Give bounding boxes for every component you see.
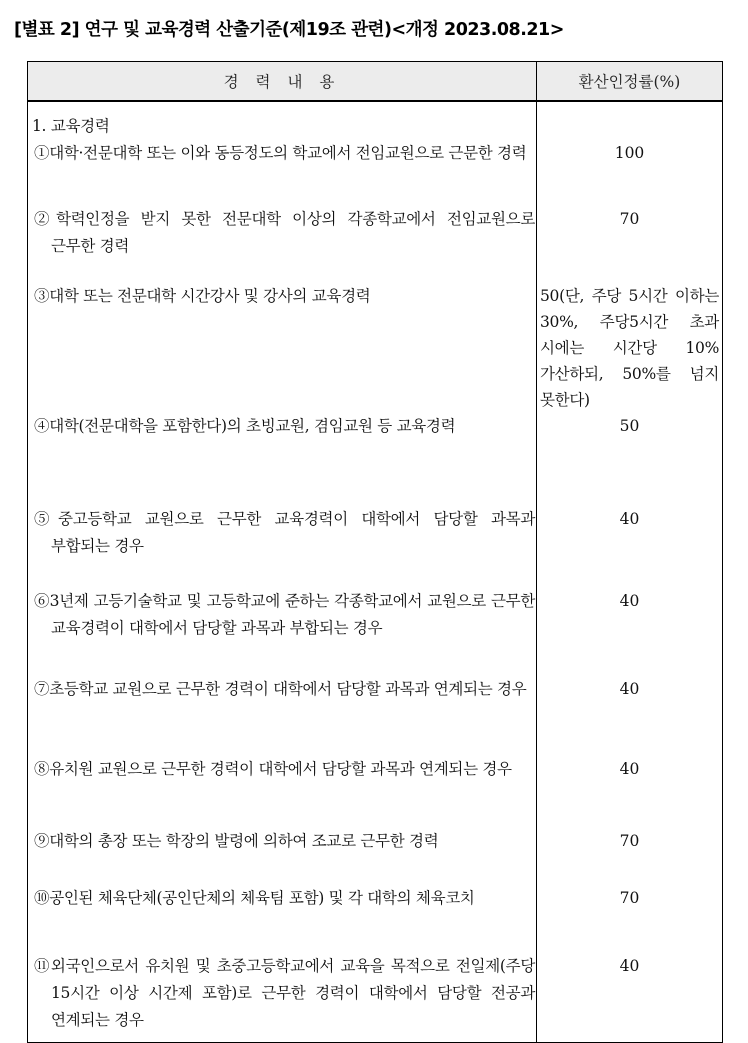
row-rate: 50(단, 주당 5시간 이하는 30%, 주당5시간 초과 시에는 시간당 10% 가산하되, 50%를 넘지 못한다) xyxy=(536,283,722,413)
row-rate: 40 xyxy=(536,676,722,756)
row-rate: 40 xyxy=(536,506,722,588)
column-header-rate: 환산인정률(%) xyxy=(536,62,722,100)
row-content: ⑦초등학교 교원으로 근무한 경력이 대학에서 담당할 과목과 연계되는 경우 xyxy=(34,680,527,698)
table-row xyxy=(28,953,722,1042)
row-rate: 70 xyxy=(536,206,722,283)
row-content: ⑧유치원 교원으로 근무한 경력이 대학에서 담당할 과목과 연계되는 경우 xyxy=(34,760,512,778)
row-content: ⑪외국인으로서 유치원 및 초중고등학교에서 교육을 목적으로 전일제(주당 15시간 이상 시간제 포함)로 근무한 경력이 대학에서 담당할 전공과 연계되는 경우 xyxy=(34,957,535,1029)
table-row xyxy=(28,756,722,828)
row-rate: 70 xyxy=(536,885,722,953)
section-row xyxy=(28,102,722,140)
row-rate: 70 xyxy=(536,828,722,885)
table-row xyxy=(28,588,722,676)
row-content: ①대학·전문대학 또는 이와 동등정도의 학교에서 전임교원으로 근문한 경력 xyxy=(34,144,527,162)
row-content: ⑥3년제 고등기술학교 및 고등학교에 준하는 각종학교에서 교원으로 근무한 교육경력이 대학에서 담당할 과목과 부합되는 경우 xyxy=(34,592,535,637)
table-row xyxy=(28,506,722,588)
table-row xyxy=(28,413,722,506)
table-row xyxy=(28,676,722,756)
row-content: ⑤중고등학교 교원으로 근무한 교육경력이 대학에서 담당할 과목과 부합되는 경우 xyxy=(34,510,535,555)
row-rate: 40 xyxy=(536,588,722,676)
row-rate: 100 xyxy=(536,140,722,206)
table-row xyxy=(28,885,722,953)
row-content: ⑩공인된 체육단체(공인단체의 체육팀 포함) 및 각 대학의 체육코치 xyxy=(34,889,475,907)
table-row xyxy=(28,283,722,413)
section-rate-cell xyxy=(536,102,722,140)
table-header-row xyxy=(28,62,722,102)
row-content: ④대학(전문대학을 포함한다)의 초빙교원, 겸임교원 등 교육경력 xyxy=(34,417,456,435)
section-label: 1. 교육경력 xyxy=(32,117,110,135)
row-rate: 40 xyxy=(536,756,722,828)
table-row xyxy=(28,828,722,885)
table-row xyxy=(28,206,722,283)
row-rate: 50 xyxy=(536,413,722,506)
row-content: ②학력인정을 받지 못한 전문대학 이상의 각종학교에서 전임교원으로 근무한 경력 xyxy=(34,210,535,255)
experience-criteria-table xyxy=(27,61,723,1043)
row-content: ③대학 또는 전문대학 시간강사 및 강사의 교육경력 xyxy=(34,287,371,305)
row-rate: 40 xyxy=(536,953,722,1042)
table-row xyxy=(28,140,722,206)
column-header-content: 경 력 내 용 xyxy=(223,73,341,91)
row-content: ⑨대학의 총장 또는 학장의 발령에 의하여 조교로 근무한 경력 xyxy=(34,832,439,850)
page-title: [별표 2] 연구 및 교육경력 산출기준(제19조 관련)<개정 2023.08.21> xyxy=(14,20,564,40)
